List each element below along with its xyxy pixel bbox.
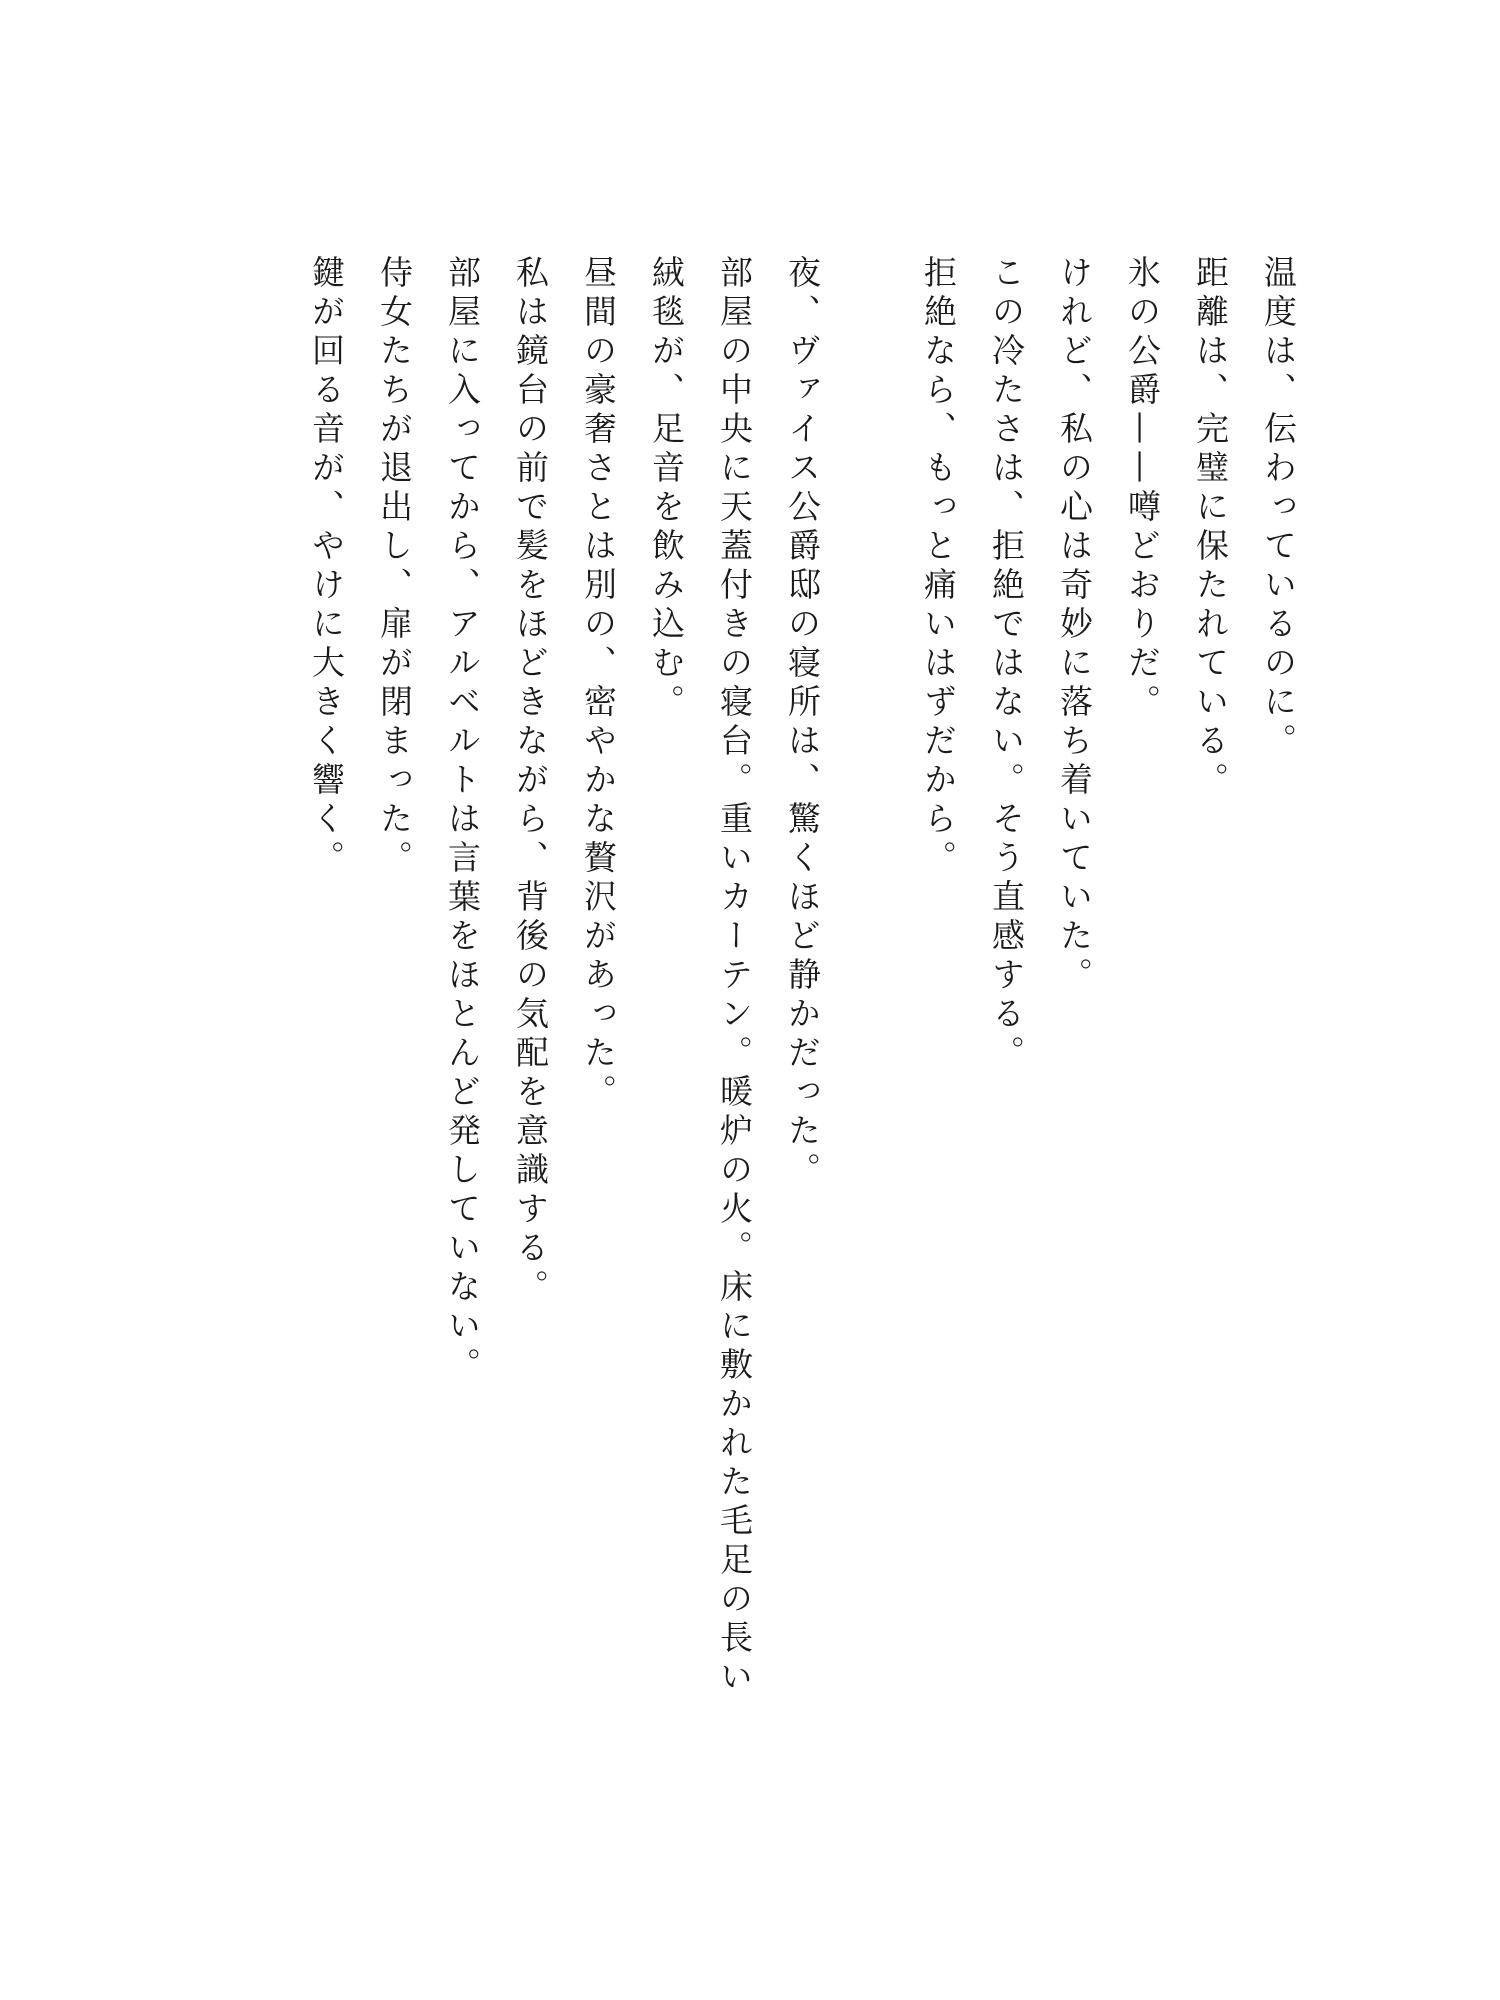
paragraph-5: この冷たさは、拒絶ではない。そう直感する。 <box>987 255 1026 1074</box>
paragraph-7: 夜、ヴァイス公爵邸の寝所は、驚くほど静かだった。 <box>783 255 822 1191</box>
paragraph-9: 昼間の豪奢さとは別の、密やかな贅沢があった。 <box>579 255 618 1113</box>
paragraph-4: けれど、私の心は奇妙に落ち着いていた。 <box>1055 255 1094 996</box>
paragraph-1: 温度は、伝わっているのに。 <box>1259 255 1298 762</box>
paragraph-12: 侍女たちが退出し、扉が閉まった。 <box>375 255 414 879</box>
scene-break <box>836 255 904 1735</box>
paragraph-8: 部屋の中央に天蓋付きの寝台。重いカーテン。暖炉の火。床に敷かれた毛足の長い絨毯が、足音を飲み込む。 <box>647 255 754 1698</box>
paragraph-6: 拒絶なら、もっと痛いはずだから。 <box>919 255 958 879</box>
vertical-text-body <box>292 255 1312 1735</box>
paragraph-2: 距離は、完璧に保たれている。 <box>1191 255 1230 801</box>
paragraph-3: 氷の公爵——噂どおりだ。 <box>1123 255 1162 723</box>
paragraph-13: 鍵が回る音が、やけに大きく響く。 <box>307 255 346 879</box>
paragraph-11: 部屋に入ってから、アルベルトは言葉をほとんど発していない。 <box>443 255 482 1386</box>
paragraph-10: 私は鏡台の前で髪をほどきながら、背後の気配を意識する。 <box>511 255 550 1308</box>
